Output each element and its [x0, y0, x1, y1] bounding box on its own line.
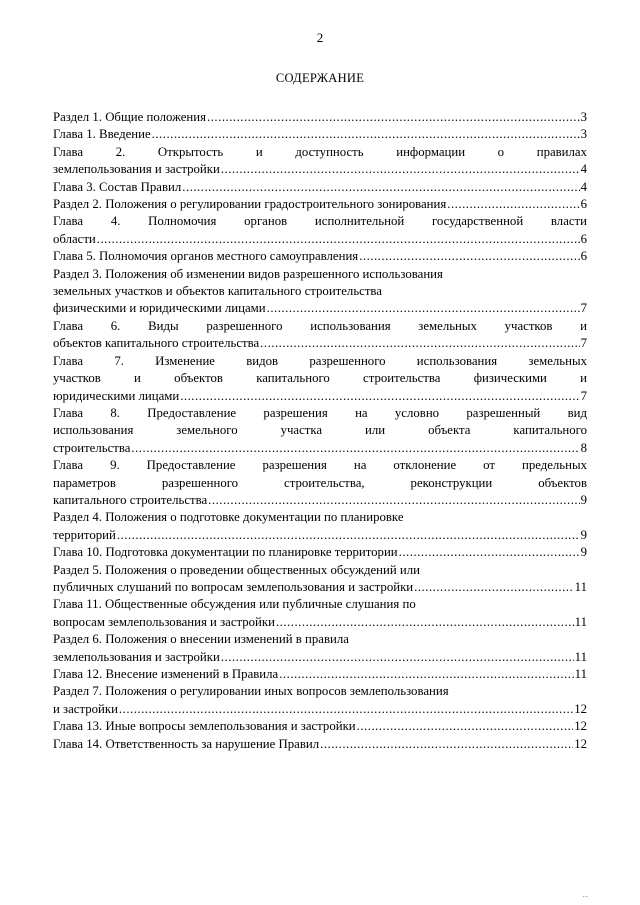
toc-entry-line: земельных участков и объектов капитального строительства: [53, 284, 382, 299]
toc-entry-text: Глава 3. Состав Правил: [53, 179, 182, 194]
toc-entry-last-line: [53, 248, 587, 265]
toc-entry-line: Глава 6. Виды разрешенного использования земельных участков и: [53, 318, 587, 333]
toc-entry-text: и застройки: [53, 701, 118, 716]
toc-entry-line: Глава 4. Полномочия органов исполнительной государственной власти: [53, 214, 587, 229]
toc-entry-line: Глава 2. Открытость и доступность информации о правилах: [53, 144, 587, 159]
toc-entry-page: 12: [574, 701, 587, 716]
dot-leader: [207, 109, 580, 126]
toc-entry-last-line: [53, 544, 587, 561]
toc-title: СОДЕРЖАНИЕ: [275, 71, 365, 85]
toc-entry-line: Глава 8. Предоставление разрешения на условно разрешенный вид: [53, 405, 587, 420]
dot-leader: [399, 544, 580, 561]
toc-entry-last-line: [53, 579, 587, 596]
toc-entry: [53, 596, 587, 631]
toc-entry-last-line: [53, 231, 587, 248]
dot-leader: [180, 388, 579, 405]
dot-leader: [357, 718, 574, 735]
toc-entry-text: Глава 10. Подготовка документации по планировке территории: [53, 545, 398, 560]
toc-entry-text: публичных слушаний по вопросам землепользования и застройки: [53, 579, 414, 594]
toc-entry: [53, 457, 587, 509]
toc-entry-line: Глава 7. Изменение видов разрешенного использования земельных: [53, 353, 587, 368]
toc-entry-last-line: [53, 126, 587, 143]
toc-entry-page: 8: [580, 440, 587, 455]
toc-entry: [53, 736, 587, 753]
toc-entry-line: использования земельного участка или объекта капитального: [53, 423, 587, 438]
toc-entry-page: 4: [580, 162, 587, 177]
dot-leader: [447, 196, 579, 213]
toc-entry-text: Раздел 2. Положения о регулировании градостроительного зонирования: [53, 197, 447, 212]
scan-corner-mark: ...: [582, 891, 588, 899]
toc-entry-last-line: [53, 649, 587, 666]
dot-leader: [320, 736, 573, 753]
toc-entry-page: 9: [580, 492, 587, 507]
toc-entry-page: 11: [574, 579, 587, 594]
toc-entry-last-line: [53, 614, 587, 631]
toc-entry-page: 9: [580, 527, 587, 542]
toc-entry: [53, 144, 587, 179]
toc-entry-page: 11: [574, 649, 587, 664]
dot-leader: [131, 440, 579, 457]
toc-entry-last-line: [53, 440, 587, 457]
toc-entry: [53, 353, 587, 405]
dot-leader: [182, 179, 579, 196]
toc-entry-last-line: [53, 109, 587, 126]
toc-entry-last-line: [53, 736, 587, 753]
toc-entry-page: 7: [580, 301, 587, 316]
toc-entry: [53, 405, 587, 457]
toc-entry-page: 11: [574, 667, 587, 681]
toc-entry-line: Глава 11. Общественные обсуждения или публичные слушания по: [53, 597, 416, 612]
toc-entry-text: Глава 13. Иные вопросы землепользования и застройки: [53, 719, 356, 734]
toc-entry-page: 7: [580, 388, 587, 403]
toc-entry-line: участков и объектов капитального строительства физическими и: [53, 371, 587, 386]
toc-entry-page: 9: [580, 545, 587, 560]
dot-leader: [117, 527, 580, 544]
dot-leader: [221, 161, 580, 178]
toc-entry: [53, 179, 587, 196]
dot-leader: [208, 492, 579, 509]
toc-entry: [53, 631, 587, 666]
toc-entry: [53, 213, 587, 248]
toc-entry: [53, 666, 587, 683]
toc-entry: [53, 196, 587, 213]
toc-entry-text: объектов капитального строительства: [53, 336, 260, 351]
toc-entry: [53, 266, 587, 318]
dot-leader: [97, 231, 580, 248]
toc-entry-text: капитального строительства: [53, 492, 208, 507]
toc-entry: [53, 318, 587, 353]
toc-entry-page: 12: [574, 736, 587, 751]
toc-entry-last-line: [53, 196, 587, 213]
toc-entry: [53, 544, 587, 561]
toc-entry-text: территорий: [53, 527, 116, 542]
toc-entry-text: Глава 5. Полномочия органов местного самоуправления: [53, 249, 359, 264]
toc-entry-line: параметров разрешенного строительства, реконструкции объектов: [53, 475, 587, 490]
toc-entry-page: 12: [574, 719, 587, 734]
toc-entry-line: Раздел 6. Положения о внесении изменений в правила: [53, 632, 349, 647]
dot-leader: [152, 126, 580, 143]
toc-entry-text: Глава 14. Ответственность за нарушение Правил: [53, 736, 320, 751]
dot-leader: [359, 248, 579, 265]
toc-entry-text: строительства: [53, 440, 131, 455]
toc-entry-last-line: [53, 161, 587, 178]
toc-entry: [53, 718, 587, 735]
dot-leader: [414, 579, 574, 596]
toc-entry-page: 6: [580, 249, 587, 264]
dot-leader: [267, 300, 580, 317]
toc-entry-line: Раздел 5. Положения о проведении общественных обсуждений или: [53, 562, 421, 577]
toc-entry: [53, 562, 587, 597]
page-number: 2: [316, 30, 324, 45]
toc-entry-line: Раздел 3. Положения об изменении видов разрешенного использования: [53, 266, 443, 281]
toc-entry-text: землепользования и застройки: [53, 649, 220, 664]
toc-entry-page: 6: [580, 231, 587, 246]
toc-entry-last-line: [53, 179, 587, 196]
toc-entry-text: землепользования и застройки: [53, 162, 220, 177]
toc-entry-text: Глава 12. Внесение изменений в Правила: [53, 667, 279, 681]
toc-entry-page: 11: [574, 614, 587, 629]
toc-entry-line: Раздел 4. Положения о подготовке документации по планировке: [53, 510, 404, 525]
table-of-contents: [53, 109, 587, 753]
dot-leader: [279, 666, 573, 683]
toc-entry: [53, 109, 587, 126]
dot-leader: [260, 335, 579, 352]
toc-entry-text: вопросам землепользования и застройки: [53, 614, 275, 629]
toc-entry-text: области: [53, 231, 96, 246]
toc-entry: [53, 248, 587, 265]
toc-entry-page: 3: [580, 127, 587, 142]
toc-entry-last-line: [53, 718, 587, 735]
toc-entry-page: 3: [580, 110, 587, 124]
toc-entry: [53, 509, 587, 544]
dot-leader: [221, 649, 574, 666]
dot-leader: [119, 701, 573, 718]
toc-entry-text: физическими и юридическими лицами: [53, 301, 266, 316]
toc-entry-line: Раздел 7. Положения о регулировании иных вопросов землепользования: [53, 684, 449, 699]
toc-entry-page: 4: [580, 179, 587, 194]
toc-entry-page: 6: [580, 197, 587, 212]
toc-entry-last-line: [53, 492, 587, 509]
toc-entry-last-line: [53, 666, 587, 683]
toc-entry-last-line: [53, 335, 587, 352]
toc-entry-text: юридическими лицами: [53, 388, 180, 403]
toc-entry-text: Глава 1. Введение: [53, 127, 151, 142]
toc-entry-last-line: [53, 300, 587, 317]
toc-entry-line: Глава 9. Предоставление разрешения на отклонение от предельных: [53, 458, 587, 473]
dot-leader: [276, 614, 574, 631]
toc-entry-page: 7: [580, 336, 587, 351]
toc-entry-last-line: [53, 701, 587, 718]
toc-entry-last-line: [53, 527, 587, 544]
toc-entry: [53, 683, 587, 718]
toc-entry-last-line: [53, 388, 587, 405]
toc-entry: [53, 126, 587, 143]
toc-entry-text: Раздел 1. Общие положения: [53, 110, 207, 124]
